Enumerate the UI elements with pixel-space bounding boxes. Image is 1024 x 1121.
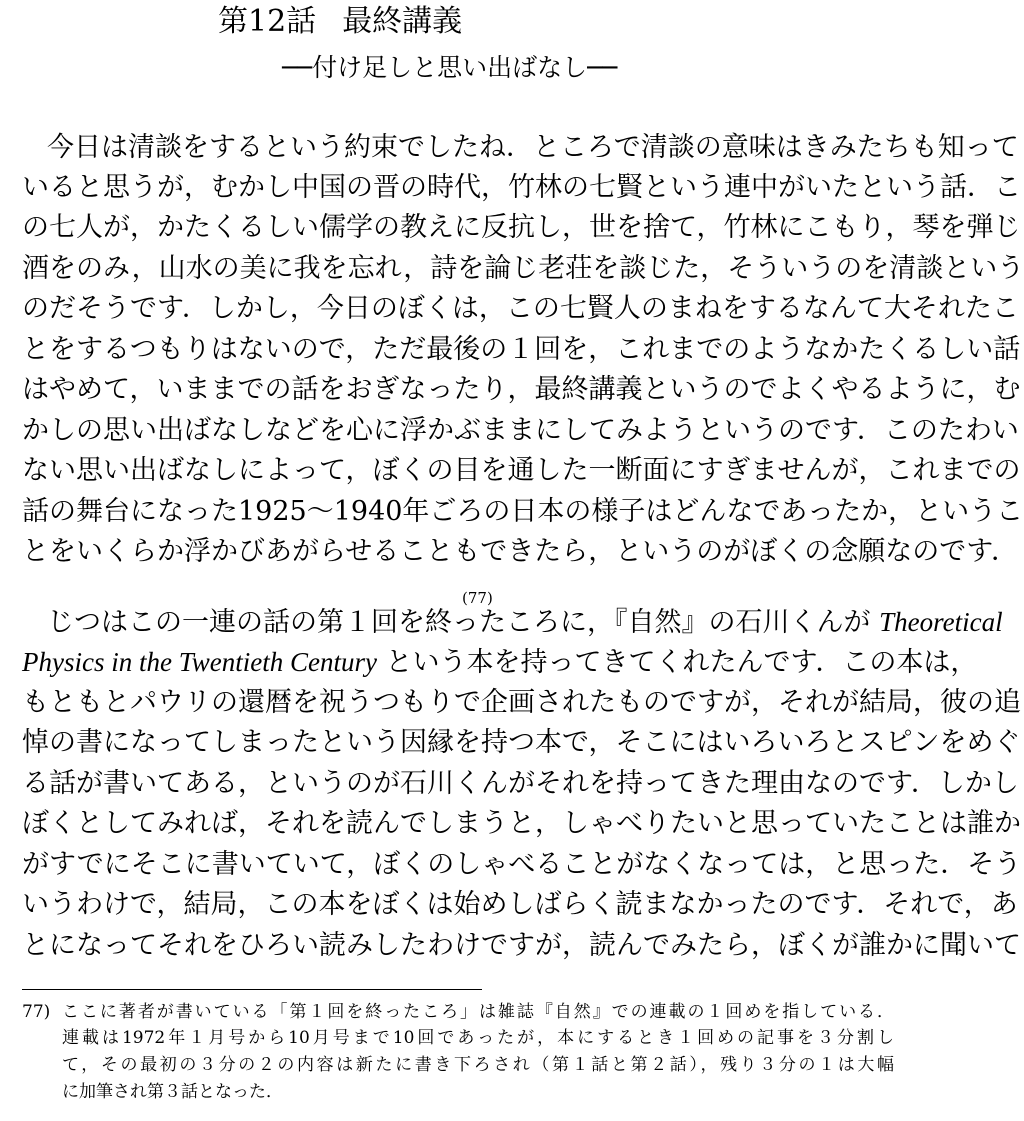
body-line: いうわけで，結局，この本をぼくは始めしばらく読まなかったのです．それで，あ — [22, 889, 1018, 920]
footnote-line: 連載は1972年１月号から10月号まで10回であったが，本にするとき１回めの記事を３分割し — [62, 1028, 894, 1048]
body-line: ぼくとしてみれば，それを読んでしまうと，しゃべりたいと思っていたことは誰か — [22, 808, 1021, 839]
body-line: ない思い出ばなしによって，ぼくの目を通した一断面にすぎませんが，これまでの — [22, 455, 1021, 486]
body-line: 話の舞台になった1925～1940年ごろの日本の様子はどんなであったか，というこ — [22, 496, 1024, 527]
body-line-text: じつはこの一連の話の第１回を終ったころに，『自然』の石川くんが — [47, 607, 871, 638]
body-line: かしの思い出ばなしなどを心に浮かぶままにしてみようというのです．このたわい — [22, 415, 1019, 446]
footnote-line: て，その最初の３分の２の内容は新たに書き下ろされ（第１話と第２話），残り３分の１は大幅 — [62, 1055, 894, 1075]
book-title-part2: Physics in the Twentieth Century — [22, 647, 377, 677]
body-line: とをするつもりはないので，ただ最後の１回を，これまでのようなかたくるしい話 — [22, 334, 1021, 365]
chapter-title: 最終講義 — [342, 4, 463, 39]
body-line-with-book-title — [47, 602, 1003, 643]
body-line-text: という本を持ってきてくれたんです．この本は， — [385, 647, 978, 678]
footnote-number: 77) — [22, 1002, 51, 1022]
body-line: る話が書いてある，というのが石川くんがそれを持ってきた理由なのです．しかし — [22, 768, 1019, 799]
body-line: いると思うが，むかし中国の晋の時代，竹林の七賢という連中がいたという話．こ — [22, 172, 1021, 203]
body-line: もともとパウリの還暦を祝うつもりで企画されたものですが，それが結局，彼の追 — [22, 687, 1021, 718]
body-line-with-book-title — [22, 642, 978, 683]
body-line: の七人が，かたくるしい儒学の教えに反抗し，世を捨て，竹林にこもり，琴を弾じ — [22, 212, 1021, 243]
chapter-heading — [218, 2, 462, 42]
footnote-line: ここに著者が書いている「第１回を終ったころ」は雑誌『自然』での連載の１回めを指している． — [62, 1002, 894, 1022]
footnote-divider — [22, 989, 482, 990]
body-line: 悼の書になってしまったという因縁を持つ本で，そこにはいろいろとスピンをめぐ — [22, 727, 1021, 758]
body-line: はやめて，いままでの話をおぎなったり，最終講義というのでよくやるように，む — [22, 374, 1021, 405]
body-line: とになってそれをひろい読みしたわけですが，読んでみたら，ぼくが誰かに聞いて — [22, 930, 1021, 961]
footnote-reference: (77) — [462, 589, 493, 607]
body-line: 今日は清談をするという約束でしたね．ところで清談の意味はきみたちも知って — [47, 132, 1019, 163]
chapter-number: 第12話 — [218, 4, 317, 39]
body-line: 酒をのみ，山水の美に我を忘れ，詩を論じ老荘を談じた，そういうのを清談という — [22, 253, 1024, 284]
footnote-line: に加筆され第３話となった． — [62, 1082, 283, 1102]
body-line: のだそうです．しかし，今日のぼくは，この七賢人のまねをするなんて大それたこ — [22, 293, 1019, 324]
body-line: とをいくらか浮かびあがらせることもできたら，というのがぼくの念願なのです． — [22, 536, 1019, 567]
chapter-subtitle: ──付け足しと思い出ばなし── — [282, 53, 618, 82]
body-line: がすでにそこに書いていて，ぼくのしゃべることがなくなっては，と思った．そう — [22, 849, 1022, 880]
book-title-part1: Theoretical — [879, 607, 1003, 637]
